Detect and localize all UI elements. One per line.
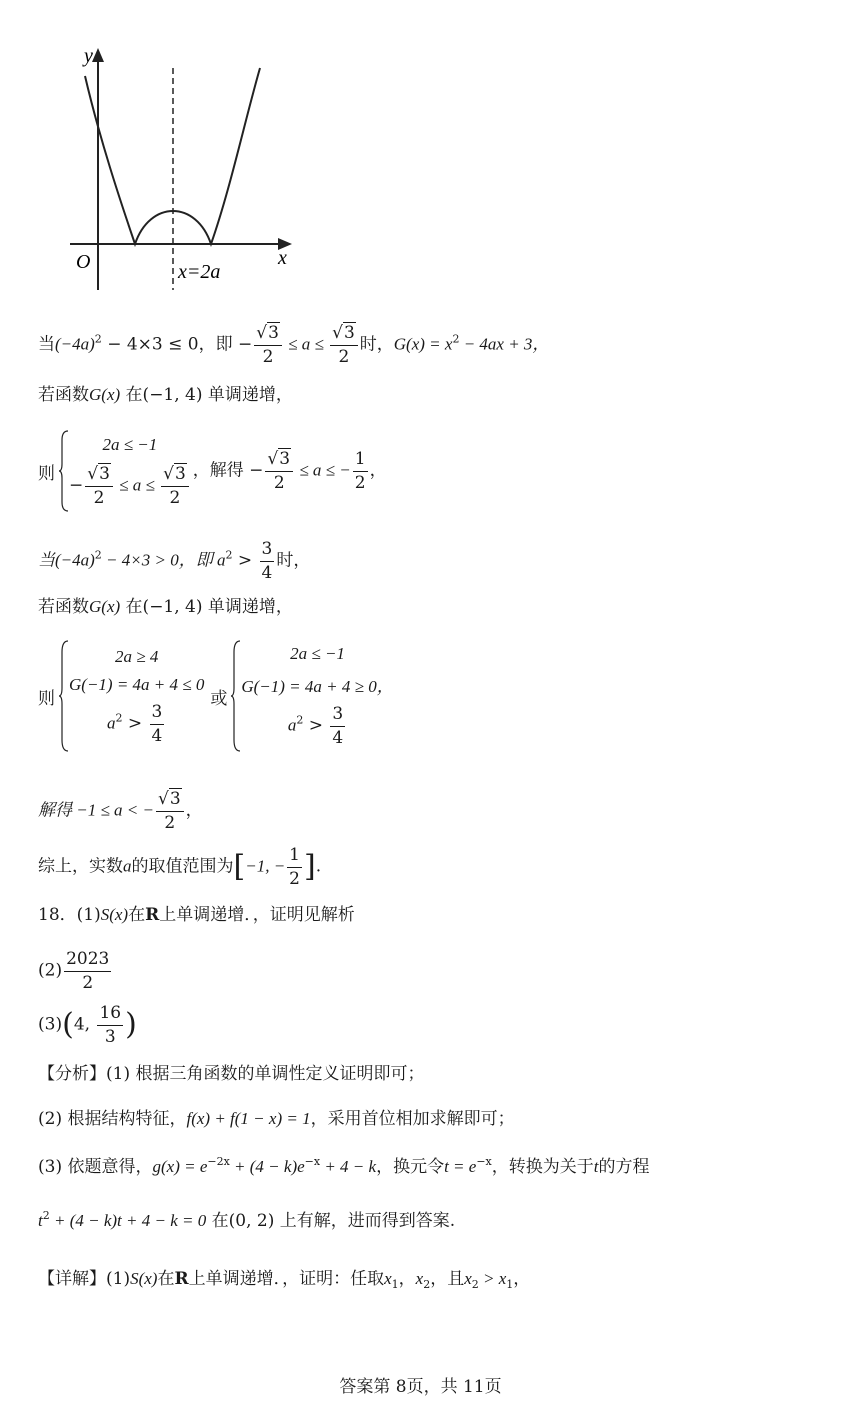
fraction-sqrt3-over-2: $\frac{√3}{2}$	[254, 324, 282, 366]
q18-part1-answer: 18．(1)S(x)在R上单调递增．，证明见解析	[38, 905, 355, 925]
y-axis-label: y	[84, 45, 93, 67]
left-brace	[59, 430, 69, 512]
fraction-sqrt3-over-2: $\frac{√3}{2}$	[330, 324, 358, 366]
analysis-line-3: (3) 依题意得，$g(x) = e^{-2x} + (4 - k)e^{-x} + 4 - k$，换元令$t = e^{-x}$，转换为关于t的方程	[38, 1155, 650, 1177]
system-case1: 则 2a ≤ −1 − $\frac{√3}{2}$ ≤ a ≤ $\frac{√3}{2}$ ，解得 − $\frac{√3}{2}$ ≤ a ≤ − $\frac{1}{2}$ ，	[38, 430, 387, 512]
x-axis-label: x	[278, 247, 287, 269]
analysis-line-2: (2) 根据结构特征，f(x) + f(1 − x) = 1，采用首位相加求解即可；	[38, 1109, 515, 1129]
q18-part3-answer: (3)(4, $\frac{16}{3}$ )	[38, 1003, 137, 1047]
analysis-line-4: $t^2 + (4 - k)t + 4 - k = 0$ 在(0, 2) 上有解，进而得到答案.	[38, 1209, 456, 1231]
y-axis-arrow	[92, 48, 104, 62]
detailed-solution-line-1: 【详解】(1)S(x)在R上单调递增．，证明：任取$x_1$，$x_2$，且$x_2 > x_1$，	[38, 1269, 531, 1291]
symmetry-axis-label: x=2a	[178, 261, 221, 283]
analysis-line-1: 【分析】(1) 根据三角函数的单调性定义证明即可；	[38, 1064, 425, 1084]
line-case2-condition: 当$(-4a)^2 - 4\times 3 > 0$，即 $a^2$ > $\frac{3}{4}$ 时，	[38, 539, 311, 583]
left-brace	[231, 640, 241, 752]
line-conclusion: 综上，实数a的取值范围为[−1, − $\frac{1}{2}$ ].	[38, 845, 322, 889]
line-solution-case2: 解得 −1 ≤ a < − $\frac{√3}{2}$ ，	[38, 789, 203, 833]
line-monotonic-condition-1: 若函数G(x) 在(−1, 4) 单调递增，	[38, 385, 293, 405]
page-footer: 答案第 8页，共 11页	[339, 1377, 502, 1397]
line-case1-condition: 当$(-4a)^2 - 4\times 3 \le 0$，即 − $\frac{√3}{2}$ ≤ a ≤ $\frac{√3}{2}$ 时，$G(x) = x^2 - 4ax + 3$，	[38, 323, 550, 367]
origin-label: O	[76, 251, 91, 273]
left-brace	[59, 640, 69, 752]
q18-part2-answer: (2) $\frac{2023}{2}$	[38, 949, 110, 993]
system-case2: 则 2a ≥ 4 G(−1) = 4a + 4 ≤ 0 $a^2$ > $\frac{3}{4}$ 或 2a ≤ −1 G(−1) = 4a + 4 ≥ 0， $a^2$ > $\frac{3}{4}$	[38, 640, 394, 752]
line-monotonic-condition-2: 若函数G(x) 在(−1, 4) 单调递增，	[38, 597, 293, 617]
abs-quadratic-curve	[85, 68, 260, 244]
function-graph	[70, 40, 310, 300]
